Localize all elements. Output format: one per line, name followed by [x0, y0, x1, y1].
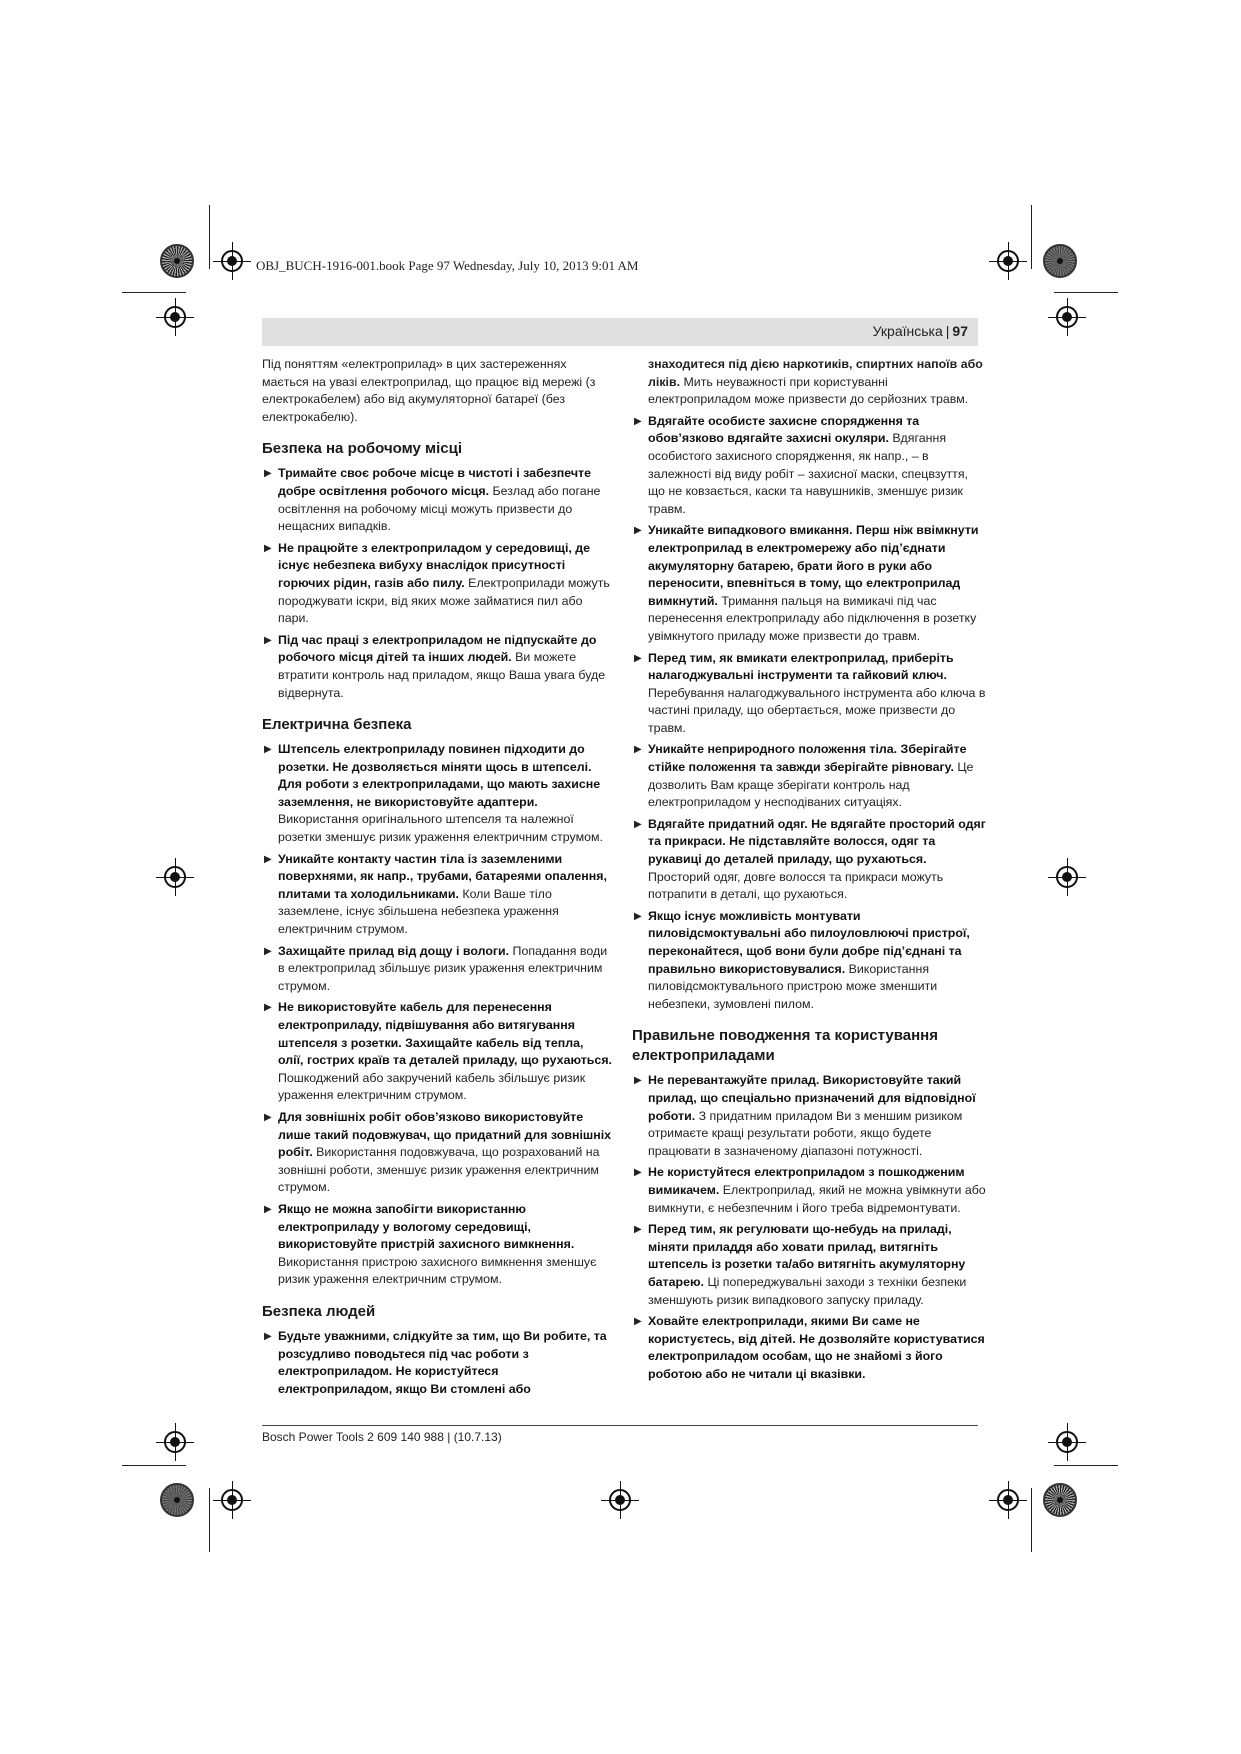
list-item: ▶ Вдягайте особисте захисне спорядження та обов’язково вдягайте захисні окуляри. Вдягання особистого захисного спорядження, як напр., – в залежності від виду робіт – захисної маски, спецвзуття, що не ковзається, каски та навушників, зменшує ризик травм. [634, 413, 969, 516]
list-item: ▶ Якщо не можна запобігти використанню електроприладу у вологому середовищі, використовуйте пристрій захисного вимкнення. Використання пристрою захисного вимкнення зменшує ризик ураження електричним струмом. [264, 1201, 597, 1287]
color-wheel-icon [1043, 1483, 1077, 1517]
triangle-bullet-icon: ▶ [634, 910, 642, 922]
list-item: ▶ Не користуйтеся електроприладом з пошкодженим вимикачем. Електроприлад, який не можна увімкнути або вимкнути, є небезпечним і його треба відремонтувати. [634, 1165, 986, 1215]
footer-text: Bosch Power Tools 2 609 140 988 | (10.7.13) [262, 1430, 502, 1444]
registration-target-icon [997, 250, 1019, 272]
list-item: ▶ Не використовуйте кабель для перенесення електроприладу, підвішування або витягування штепселя з розетки. Захищайте кабель від тепла, олії, гострих країв та деталей приладу, що рухаються. Пошкоджений або закручений кабель збільшує ризик ураження електричним струмом. [264, 1000, 612, 1103]
heading-workplace-safety: Безпека на робочому місці [262, 440, 463, 458]
triangle-bullet-icon: ▶ [264, 542, 272, 554]
intro-paragraph: Під поняттям «електроприлад» в цих застереженнях мається на увазі електроприлад, що працює від мережі (з електрокабелем) або від акумуляторної батареї (без електрокабелю). [262, 357, 596, 424]
crop-mark [1031, 205, 1032, 269]
list-item: ▶ Перед тим, як регулювати що-небудь на приладі, міняти приладдя або ховати прилад, витягніть штепсель із розетки та/або витягніть акумуляторну батарею. Ці попереджувальні заходи з техніки безпеки зменшують ризик випадкового запуску приладу. [634, 1222, 967, 1307]
registration-target-icon [164, 866, 186, 888]
registration-target-icon [1056, 306, 1078, 328]
file-slug: OBJ_BUCH-1916-001.book Page 97 Wednesday, July 10, 2013 9:01 AM [256, 258, 639, 273]
triangle-bullet-icon: ▶ [264, 1111, 272, 1123]
heading-personal-safety: Безпека людей [262, 1302, 376, 1320]
list-item: ▶ Будьте уважними, слідкуйте за тим, що Ви робите, та розсудливо поводьтеся під час роботи з електроприладом. Не користуйтеся електроприладом, якщо Ви стомлені або [264, 1328, 607, 1396]
list-item: ▶ Ховайте електроприлади, якими Ви саме не користуєтесь, від дітей. Не дозволяйте користуватися електроприладом особам, що не знайомі з його роботою або не читали ці вказівки. [634, 1314, 985, 1381]
triangle-bullet-icon: ▶ [634, 525, 642, 537]
registration-target-icon [1056, 866, 1078, 888]
list-item: ▶ Якщо існує можливість монтувати пиловідсмоктувальні або пилоуловлюючі пристрої, переконайтеся, щоб вони були добре під’єднані та правильно використовувалися. Використання пиловідсмоктувального пристрою може зменшити небезпеки, зумовлені пилом. [634, 908, 970, 1011]
list-item: ▶ Захищайте прилад від дощу і вологи. Попадання води в електроприлад збільшує ризик ураження електричним струмом. [264, 943, 608, 993]
page-number: 97 [952, 323, 968, 339]
triangle-bullet-icon: ▶ [634, 652, 642, 664]
list-item: ▶ Для зовнішніх робіт обов’язково використовуйте лише такий подовжувач, що придатний для зовнішніх робіт. Використання подовжувача, що розрахований на зовнішні роботи, зменшує ризик ураження електричним струмом. [264, 1109, 612, 1195]
right-column [632, 356, 987, 1387]
triangle-bullet-icon: ▶ [634, 415, 642, 427]
registration-target-icon [221, 1489, 243, 1511]
triangle-bullet-icon: ▶ [264, 1203, 272, 1215]
list-item: ▶ Вдягайте придатний одяг. Не вдягайте просторий одяг та прикраси. Не підставляйте волосся, одяг та рукавиці до деталей приладу, що рухаються. Просторий одяг, довге волосся та прикраси можуть потрапити в деталі, що рухаються. [634, 816, 986, 902]
triangle-bullet-icon: ▶ [264, 468, 272, 480]
running-header: Українська | 97 [262, 318, 978, 346]
triangle-bullet-icon: ▶ [264, 634, 272, 646]
crop-mark [1054, 1465, 1118, 1466]
triangle-bullet-icon: ▶ [264, 945, 272, 957]
triangle-bullet-icon: ▶ [634, 1316, 642, 1328]
list-item: ▶ Уникайте контакту частин тіла із заземленими поверхнями, як напр., трубами, батареями опалення, плитами та холодильниками. Коли Ваше тіло заземлене, існує збільшена небезпека ураження електричним струмом. [264, 851, 607, 937]
registration-target-icon [221, 250, 243, 272]
crop-mark [1031, 1488, 1032, 1552]
left-column [262, 356, 612, 1402]
color-wheel-icon [160, 244, 194, 278]
triangle-bullet-icon: ▶ [264, 744, 272, 756]
list-item: ▶ Не працюйте з електроприладом у середовищі, де існує небезпека вибуху внаслідок присутності горючих рідин, газів або пилу. Електроприлади можуть породжувати іскри, від яких може займатися пил або пари. [264, 540, 610, 626]
triangle-bullet-icon: ▶ [634, 818, 642, 830]
list-item: ▶ Уникайте неприродного положення тіла. Зберігайте стійке положення та завжди зберігайте рівновагу. Це дозволить Вам краще зберігати контроль над електроприладом у несподіваних ситуаціях. [634, 742, 974, 810]
color-wheel-icon [1043, 244, 1077, 278]
crop-mark [209, 1488, 210, 1552]
color-wheel-icon [160, 1483, 194, 1517]
triangle-bullet-icon: ▶ [634, 1224, 642, 1236]
list-item: ▶ Не перевантажуйте прилад. Використовуйте такий прилад, що спеціально призначений для відповідної роботи. З придатним приладом Ви з меншим ризиком отримаєте кращі результати роботи, якщо будете працювати в зазначеному діапазоні потужності. [634, 1073, 976, 1158]
registration-target-icon [997, 1489, 1019, 1511]
registration-target-icon [609, 1489, 631, 1511]
triangle-bullet-icon: ▶ [264, 1002, 272, 1014]
registration-target-icon [164, 306, 186, 328]
triangle-bullet-icon: ▶ [634, 1075, 642, 1087]
crop-mark [122, 1465, 186, 1466]
list-item: ▶ Перед тим, як вмикати електроприлад, приберіть налагоджувальні інструменти та гайковий ключ. Перебування налагоджувального інструмента або ключа в частині приладу, що обертається, може призвести до травм. [634, 650, 986, 735]
heading-electrical-safety: Електрична безпека [262, 716, 412, 734]
header-section: Українська [872, 323, 943, 339]
footer-rule [262, 1425, 978, 1426]
registration-target-icon [164, 1431, 186, 1453]
list-item-continuation: знаходитеся під дією наркотиків, спиртних напоїв або ліків. Мить неуважності при користуванні електроприладом може призвести до серйозних травм. [648, 357, 983, 407]
list-item: ▶ Штепсель електроприладу повинен підходити до розетки. Не дозволяється міняти щось в штепселі. Для роботи з електроприладами, що мають захисне заземлення, не використовуйте адаптери. Використання оригінального штепселя та належної розетки зменшує ризик ураження електричним струмом. [264, 742, 603, 845]
crop-mark [209, 205, 210, 269]
list-item: ▶ Під час праці з електроприладом не підпускайте до робочого місця дітей та інших людей. Ви можете втратити контроль над приладом, якщо Ваша увага буде відвернута. [264, 632, 606, 700]
list-item: ▶ Уникайте випадкового вмикання. Перш ніж ввімкнути електроприлад в електромережу або під’єднати акумуляторну батарею, брати його в руки або переносити, впевніться в тому, що електроприлад вимкнутий. Тримання пальця на вимикачі під час перенесення електроприладу або підключення в розетку увімкнутого приладу може призвести до травм. [634, 523, 979, 643]
heading-tool-use: Правильне поводження та користування електроприладами [632, 1027, 938, 1065]
triangle-bullet-icon: ▶ [264, 1330, 272, 1342]
crop-mark [122, 292, 186, 293]
list-item: ▶ Тримайте своє робоче місце в чистоті і забезпечте добре освітлення робочого місця. Безлад або погане освітлення на робочому місці можуть призвести до нещасних випадків. [264, 466, 601, 534]
triangle-bullet-icon: ▶ [634, 744, 642, 756]
registration-target-icon [1056, 1431, 1078, 1453]
crop-mark [1054, 292, 1118, 293]
triangle-bullet-icon: ▶ [634, 1167, 642, 1179]
triangle-bullet-icon: ▶ [264, 853, 272, 865]
